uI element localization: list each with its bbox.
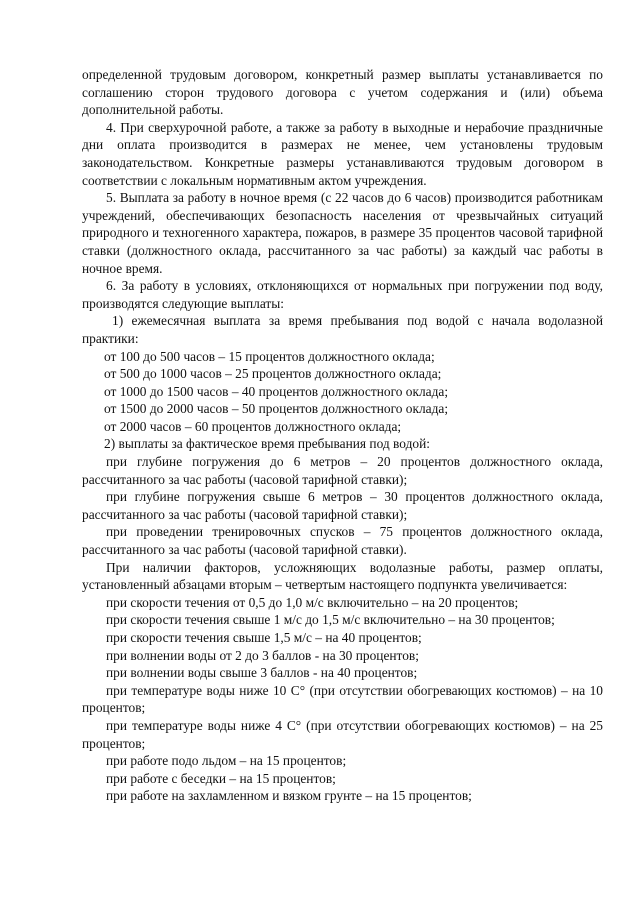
list-item: от 1500 до 2000 часов – 50 процентов должностного оклада; <box>104 401 449 417</box>
paragraph-factors: При наличии факторов, усложняющих водолазные работы, размер оплаты, установленный абзацами вторым – четвертым настоящего подпункта увеличивается: <box>82 559 603 593</box>
subitem-1: 1) ежемесячная выплата за время пребывания под водой с начала водолазной практики: <box>82 313 603 346</box>
list-item: при работе подо льдом – на 15 процентов; <box>106 753 347 769</box>
list-item: при глубине погружения свыше 6 метров – 30 процентов должностного оклада, рассчитанного за час работы (часовой тарифной ставки); <box>82 489 603 522</box>
list-item: при работе с беседки – на 15 процентов; <box>106 770 336 786</box>
list-item: при скорости течения от 0,5 до 1,0 м/с включительно – на 20 процентов; <box>106 594 519 610</box>
list-item: от 500 до 1000 часов – 25 процентов должностного оклада; <box>104 366 442 382</box>
subitem-2: 2) выплаты за фактическое время пребывания под водой: <box>104 436 430 452</box>
paragraph-item-4: 4. При сверхурочной работе, а также за работу в выходные и нерабочие праздничные дни оплата производится в размерах не менее, чем установлены трудовым законодательством. Конкретные размеры устанавливаются трудовым договором в соответствии с локальным нормативным актом учреждения. <box>82 119 603 188</box>
list-item: при волнении воды от 2 до 3 баллов - на 30 процентов; <box>106 647 419 663</box>
list-item: от 2000 часов – 60 процентов должностного оклада; <box>104 418 402 434</box>
list-item: при скорости течения свыше 1 м/с до 1,5 м/с включительно – на 30 процентов; <box>106 612 555 628</box>
list-item: при температуре воды ниже 10 С° (при отсутствии обогревающих костюмов) – на 10 процентов; <box>82 682 603 716</box>
list-item: от 100 до 500 часов – 15 процентов должностного оклада; <box>104 348 435 364</box>
paragraph-continuation: определенной трудовым договором, конкретный размер выплаты устанавливается по соглашению сторон трудового договора с учетом содержания и (или) объема дополнительной работы. <box>82 67 603 118</box>
list-item: при глубине погружения до 6 метров – 20 процентов должностного оклада, рассчитанного за час работы (часовой тарифной ставки); <box>82 454 603 487</box>
list-item: от 1000 до 1500 часов – 40 процентов должностного оклада; <box>104 383 449 399</box>
list-item: при проведении тренировочных спусков – 75 процентов должностного оклада, рассчитанного за час работы (часовой тарифной ставки). <box>82 524 603 558</box>
list-item: при работе на захламленном и вязком грунте – на 15 процентов; <box>106 788 472 804</box>
paragraph-item-6: 6. За работу в условиях, отклоняющихся от нормальных при погружении под воду, производятся следующие выплаты: <box>82 278 603 311</box>
document-page <box>82 66 603 805</box>
paragraph-item-5: 5. Выплата за работу в ночное время (с 22 часов до 6 часов) производится работникам учреждений, обеспечивающих безопасность населения от чрезвычайных ситуаций природного и техногенного характера, пожаров, в размере 35 процентов часовой тарифной ставки (должностного оклада, рассчитанного за час работы) за каждый час работы в ночное время. <box>82 190 603 276</box>
list-item: при волнении воды свыше 3 баллов - на 40 процентов; <box>106 665 418 681</box>
list-item: при скорости течения свыше 1,5 м/с – на 40 процентов; <box>106 630 422 645</box>
list-item: при температуре воды ниже 4 С° (при отсутствии обогревающих костюмов) – на 25 процентов; <box>82 717 603 751</box>
